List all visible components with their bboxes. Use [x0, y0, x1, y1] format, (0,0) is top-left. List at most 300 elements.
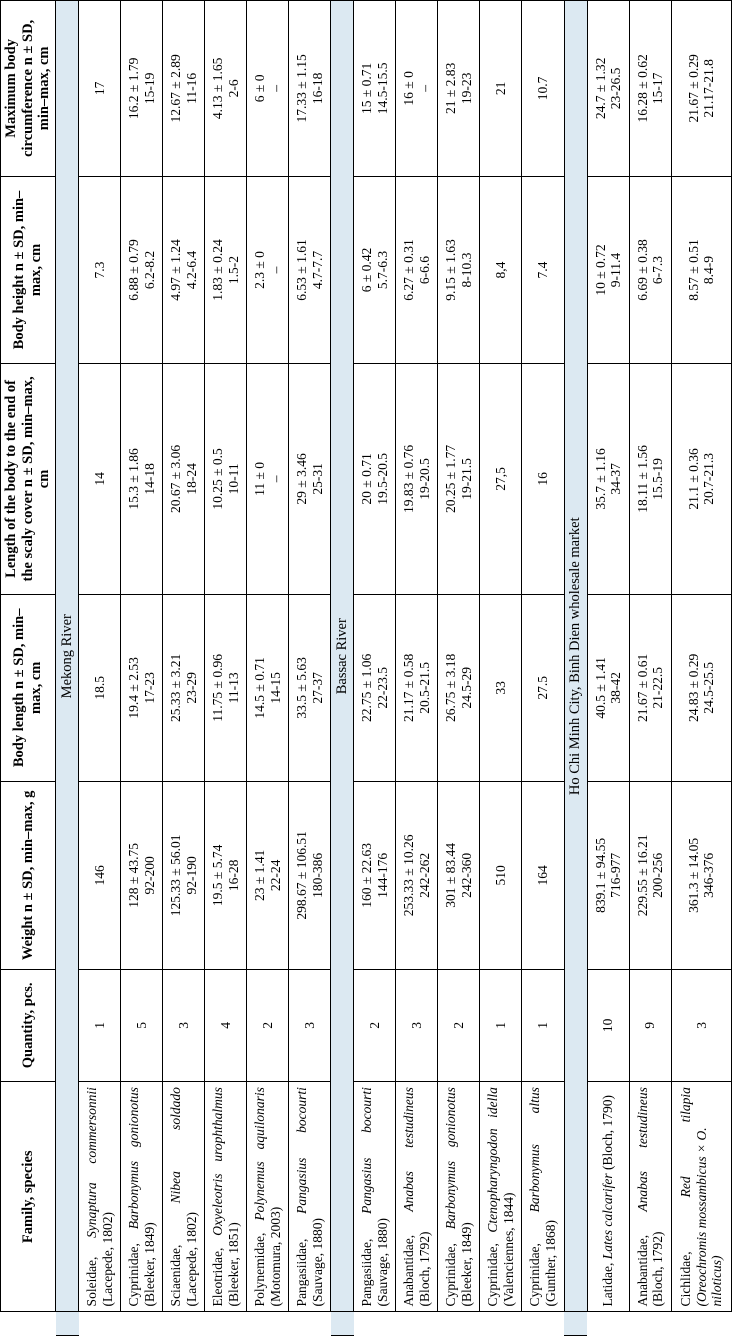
- row-edge: [438, 1312, 480, 1336]
- circumference-cell: [247, 1, 289, 177]
- quantity-cell: 2: [247, 969, 289, 1082]
- section-title: Bassac River: [331, 1, 354, 1312]
- mean-value: 21.67 ± 0.29: [685, 54, 701, 123]
- section-edge: [564, 1312, 587, 1336]
- species-epithet: gonionotus: [443, 1087, 459, 1148]
- family-name: Cyprinidae,: [126, 1243, 142, 1307]
- body-length-cell: [587, 594, 629, 782]
- mean-value: 8.57 ± 0.51: [685, 239, 701, 301]
- genus-name: Red: [678, 1176, 694, 1198]
- scaly-length-cell: [438, 364, 480, 594]
- quantity-cell: 1: [522, 969, 564, 1082]
- body-height-cell: [587, 176, 629, 364]
- species-author: (Motomura, 2003): [267, 1206, 283, 1307]
- mean-value: 23 ± 1.41: [252, 849, 268, 901]
- row-edge: [480, 1312, 522, 1336]
- range-value: 15.5-19: [650, 458, 666, 500]
- range-value: 8-10.3: [458, 252, 474, 288]
- weight-cell: [354, 782, 396, 970]
- genus-name: Pangasius: [359, 1157, 375, 1214]
- quantity-cell: 3: [163, 969, 205, 1082]
- species-name-line: [168, 1087, 184, 1306]
- mean-value: 21 ± 2.83: [443, 62, 459, 115]
- genus-name: Synaptura: [84, 1182, 100, 1238]
- mean-value: 21.1 ± 0.36: [685, 448, 701, 510]
- body-length-cell: [438, 594, 480, 782]
- family-name: Anabantidae,: [401, 1234, 417, 1307]
- mean-value: 6 ± 0: [252, 74, 268, 103]
- range-value: 144-176: [374, 852, 390, 898]
- mean-value: 7.4: [535, 261, 551, 279]
- quantity-cell: 5: [121, 969, 163, 1082]
- species-author: (Lacepede, 1802): [183, 1211, 199, 1307]
- header-scaly-length: Length of the body to the end of the scaly cover n ± SD, min–max, cm: [1, 364, 56, 594]
- body-height-cell: [163, 176, 205, 364]
- quantity-cell: 3: [289, 969, 331, 1082]
- species-cell: [247, 1082, 289, 1312]
- table-row: [354, 1, 396, 1336]
- range-value: 14.5-15.5: [374, 62, 390, 115]
- header-circumference: Maximum body circumference n ± SD, min–max, cm: [1, 1, 56, 177]
- mean-value: 20 ± 0.71: [359, 453, 375, 505]
- range-value: 21-22.5: [650, 667, 666, 709]
- weight-cell: [629, 782, 671, 970]
- range-value: 2-6: [225, 79, 241, 98]
- weight-cell: [289, 782, 331, 970]
- species-cell: [289, 1082, 331, 1312]
- mean-value: 14: [91, 472, 107, 486]
- species-name-line: [443, 1087, 459, 1306]
- species-author: (Bloch, 1792): [650, 1231, 666, 1307]
- mean-value: 229.55 ± 16.21: [634, 834, 650, 917]
- table-row: [121, 1, 163, 1336]
- table-row: [587, 1, 629, 1336]
- genus-name: Ctenopharyngodon: [485, 1128, 501, 1233]
- weight-cell: [121, 782, 163, 970]
- mean-value: 6.27 ± 0.31: [401, 239, 417, 301]
- circumference-cell: [629, 1, 671, 177]
- species-name-line: [485, 1087, 501, 1306]
- mean-value: 21.17 ± 0.58: [401, 653, 417, 722]
- species-epithet: bocourti: [294, 1087, 310, 1133]
- range-value: 24.5-25.5: [701, 661, 717, 714]
- mean-value: 25.33 ± 3.21: [168, 653, 184, 722]
- mean-value: 6.88 ± 0.79: [126, 239, 142, 301]
- family-name: Pangasiidae,: [294, 1238, 310, 1307]
- mean-value: 11.75 ± 0.96: [210, 654, 226, 722]
- range-value: 27-37: [309, 672, 325, 704]
- body-height-cell: [289, 176, 331, 364]
- range-value: –: [267, 475, 283, 483]
- quantity-cell: 4: [205, 969, 247, 1082]
- family-name: Cichlidae,: [678, 1251, 694, 1307]
- circumference-cell: [480, 1, 522, 177]
- species-cell: [79, 1082, 121, 1312]
- weight-cell: [587, 782, 629, 970]
- family-name: Cyprinidae,: [443, 1243, 459, 1307]
- species-cell: [354, 1082, 396, 1312]
- species-epithet: aquilonaris: [252, 1087, 268, 1150]
- mean-value: 2.3 ± 0: [252, 251, 268, 289]
- section-row: [56, 1, 79, 1336]
- species-author: (Sauvage, 1880): [374, 1217, 390, 1307]
- section-title: Mekong River: [56, 1, 79, 1312]
- body-height-cell: [205, 176, 247, 364]
- range-value: 19.5-20.5: [374, 453, 390, 505]
- mean-value: 1.83 ± 0.24: [210, 239, 226, 301]
- species-epithet: altus: [527, 1087, 543, 1114]
- family-name: Sciaenidae,: [168, 1244, 184, 1307]
- range-value: 1.5-2: [225, 255, 241, 285]
- scaly-length-cell: [289, 364, 331, 594]
- table-row: [629, 1, 671, 1336]
- body-height-cell: [671, 176, 731, 364]
- scaly-length-cell: [671, 364, 731, 594]
- circumference-cell: [163, 1, 205, 177]
- header-row: [1, 1, 56, 1336]
- species-name-line: [635, 1087, 651, 1306]
- row-edge: [121, 1312, 163, 1336]
- table-row: [438, 1, 480, 1336]
- mean-value: 20.25 ± 1.77: [443, 444, 459, 514]
- range-value: 242-262: [416, 852, 432, 898]
- row-edge: [522, 1312, 564, 1336]
- row-edge: [163, 1312, 205, 1336]
- species-cell: [163, 1082, 205, 1312]
- mean-value: 164: [535, 865, 551, 886]
- mean-value: 19.83 ± 0.76: [401, 444, 417, 514]
- genus-name: Polynemus: [252, 1161, 268, 1221]
- section-edge: [331, 1312, 354, 1336]
- weight-cell: [205, 782, 247, 970]
- family-name: Soleidae,: [84, 1256, 100, 1307]
- quantity-cell: 3: [396, 969, 438, 1082]
- range-value: 11-16: [183, 72, 199, 104]
- mean-value: 27.5: [535, 676, 551, 700]
- range-value: 22-23.5: [374, 667, 390, 709]
- species-cell: [629, 1082, 671, 1312]
- body-length-cell: [354, 594, 396, 782]
- scaly-length-cell: [522, 364, 564, 594]
- species-author: (Sauvage, 1880): [309, 1217, 325, 1307]
- range-value: 4.7-7.7: [309, 250, 325, 290]
- body-length-cell: [671, 594, 731, 782]
- species-author: (Oreochromis mossambicus × O. niloticus): [693, 1127, 725, 1307]
- row-edge: [671, 1312, 731, 1336]
- mean-value: 15.3 ± 1.86: [126, 448, 142, 510]
- header-edge: [1, 1312, 56, 1336]
- scaly-length-cell: [354, 364, 396, 594]
- range-value: –: [267, 85, 283, 92]
- range-value: 92-200: [141, 856, 157, 895]
- circumference-cell: [438, 1, 480, 177]
- mean-value: 10 ± 0.72: [592, 244, 608, 296]
- section-edge: [56, 1312, 79, 1336]
- species-cell: [205, 1082, 247, 1312]
- range-value: 19-21.5: [458, 458, 474, 500]
- body-height-cell: [629, 176, 671, 364]
- range-value: 180-386: [309, 852, 325, 898]
- mean-value: 20.67 ± 3.06: [168, 444, 184, 514]
- genus-name: Barbonymus: [527, 1144, 543, 1213]
- quantity-cell: 1: [480, 969, 522, 1082]
- mean-value: 19.4 ± 2.53: [126, 657, 142, 719]
- family-name: Latidae,: [600, 1262, 616, 1307]
- quantity-cell: 1: [79, 969, 121, 1082]
- scaly-length-cell: [79, 364, 121, 594]
- header-body-height: Body height n ± SD, min–max, cm: [1, 176, 56, 364]
- mean-value: 16.2 ± 1.79: [126, 57, 142, 120]
- scaly-length-cell: [629, 364, 671, 594]
- quantity-cell: 3: [671, 969, 731, 1082]
- row-edge: [629, 1312, 671, 1336]
- table-row: [671, 1, 731, 1336]
- range-value: 92-190: [183, 856, 199, 895]
- range-value: 25-31: [309, 463, 325, 495]
- circumference-cell: [522, 1, 564, 177]
- mean-value: 17.33 ± 1.15: [294, 54, 310, 123]
- range-value: 20.7-21.3: [701, 453, 717, 505]
- range-value: –: [267, 266, 283, 274]
- mean-value: 24.83 ± 0.29: [685, 653, 701, 722]
- species-name-line: [126, 1087, 142, 1306]
- species-name-line: [210, 1087, 226, 1306]
- range-value: 242-360: [458, 852, 474, 898]
- quantity-cell: 9: [629, 969, 671, 1082]
- mean-value: 16 ± 0: [401, 71, 417, 106]
- range-value: 34-37: [608, 463, 624, 495]
- range-value: 4.2-6.4: [183, 250, 199, 290]
- weight-cell: [438, 782, 480, 970]
- mean-value: 4.97 ± 1.24: [168, 239, 184, 301]
- species-cell: [587, 1082, 629, 1312]
- section-row: [331, 1, 354, 1336]
- body-height-cell: [121, 176, 163, 364]
- row-edge: [247, 1312, 289, 1336]
- range-value: –: [416, 85, 432, 92]
- species-name-line: [84, 1087, 100, 1306]
- mean-value: 125.33 ± 56.01: [168, 834, 184, 917]
- table-row: [289, 1, 331, 1336]
- header-weight: Weight n ± SD, min–max, g: [1, 782, 56, 970]
- range-value: 8.4-9: [701, 255, 717, 285]
- species-author: (Bleeker, 1849): [141, 1222, 157, 1307]
- species-epithet: bocourti: [359, 1087, 375, 1133]
- range-value: 20.5-21.5: [416, 661, 432, 714]
- weight-cell: [671, 782, 731, 970]
- circumference-cell: [289, 1, 331, 177]
- species-name-line: [678, 1087, 694, 1306]
- species-epithet: testudineus: [634, 1087, 650, 1148]
- weight-cell: [522, 782, 564, 970]
- circumference-cell: [354, 1, 396, 177]
- weight-cell: [163, 782, 205, 970]
- range-value: 6-7.3: [650, 255, 666, 285]
- species-name-line: [600, 1173, 615, 1306]
- range-value: 11-13: [225, 672, 241, 704]
- species-epithet: idella: [485, 1087, 501, 1118]
- mean-value: 6 ± 0.42: [359, 247, 375, 293]
- weight-cell: [396, 782, 438, 970]
- mean-value: 361.3 ± 14.05: [685, 837, 701, 913]
- body-height-cell: [480, 176, 522, 364]
- body-height-cell: [354, 176, 396, 364]
- section-title: Ho Chi Minh City, Binh Dien wholesale market: [564, 1, 587, 1312]
- range-value: 14-18: [141, 463, 157, 495]
- quantity-cell: 10: [587, 969, 629, 1082]
- circumference-cell: [587, 1, 629, 177]
- species-cell: [438, 1082, 480, 1312]
- genus-name: Anabas: [401, 1171, 417, 1212]
- mean-value: 128 ± 43.75: [126, 842, 142, 908]
- family-name: Pangasiidae,: [359, 1238, 375, 1307]
- family-name: Cyprinidae,: [485, 1243, 501, 1307]
- range-value: 9-11.4: [608, 252, 624, 288]
- genus-name: Oxyeleotris: [210, 1173, 226, 1236]
- body-height-cell: [247, 176, 289, 364]
- mean-value: 253.33 ± 10.26: [401, 834, 417, 917]
- range-value: 10-11: [225, 463, 241, 495]
- body-height-cell: [438, 176, 480, 364]
- section-row: [564, 1, 587, 1336]
- body-height-cell: [522, 176, 564, 364]
- species-author: (Bloch, 1790): [600, 1094, 616, 1170]
- mean-value: 8,4: [493, 261, 509, 279]
- mean-value: 40.5 ± 1.41: [592, 657, 608, 719]
- mean-value: 298.67 ± 106.51: [294, 831, 310, 920]
- body-height-cell: [79, 176, 121, 364]
- family-name: Polynemidae,: [252, 1232, 268, 1307]
- circumference-cell: [205, 1, 247, 177]
- mean-value: 24.7 ± 1.32: [592, 57, 608, 120]
- mean-value: 27,5: [493, 467, 509, 491]
- mean-value: 10.7: [535, 76, 551, 101]
- mean-value: 839.1 ± 94.55: [592, 837, 608, 913]
- scaly-length-cell: [247, 364, 289, 594]
- weight-cell: [79, 782, 121, 970]
- genus-name: Anabas: [634, 1171, 650, 1212]
- species-name-line: [294, 1087, 310, 1306]
- species-name-line: [527, 1087, 543, 1306]
- body-length-cell: [396, 594, 438, 782]
- range-value: 15-19: [141, 72, 157, 105]
- range-value: 346-376: [701, 852, 717, 898]
- mean-value: 33: [493, 681, 509, 695]
- row-edge: [205, 1312, 247, 1336]
- genus-name: Barbonymus: [126, 1160, 142, 1230]
- mean-value: 35.7 ± 1.16: [592, 448, 608, 510]
- mean-value: 510: [493, 865, 509, 886]
- body-length-cell: [205, 594, 247, 782]
- body-length-cell: [522, 594, 564, 782]
- table-row: [247, 1, 289, 1336]
- row-edge: [354, 1312, 396, 1336]
- species-epithet: gonionotus: [126, 1087, 142, 1148]
- row-edge: [396, 1312, 438, 1336]
- mean-value: 21.67 ± 0.61: [634, 653, 650, 722]
- range-value: 15-17: [650, 72, 666, 105]
- mean-value: 301 ± 83.44: [443, 842, 459, 908]
- species-cell: [396, 1082, 438, 1312]
- range-value: 14-15: [267, 672, 283, 704]
- species-name-line: [252, 1087, 268, 1306]
- body-length-cell: [79, 594, 121, 782]
- genus-name: Lates calcarifer: [600, 1173, 616, 1260]
- species-cell: [121, 1082, 163, 1312]
- body-height-cell: [396, 176, 438, 364]
- family-name: Eleotridae,: [210, 1247, 226, 1307]
- table-row: [79, 1, 121, 1336]
- table-row: [163, 1, 205, 1336]
- mean-value: 17: [91, 81, 107, 96]
- mean-value: 22.75 ± 1.06: [359, 653, 375, 722]
- species-cell: [671, 1082, 731, 1312]
- quantity-cell: 2: [438, 969, 480, 1082]
- mean-value: 21: [493, 81, 509, 96]
- mean-value: 19.5 ± 5.74: [210, 844, 226, 907]
- species-author: (Gunther, 1868): [543, 1219, 558, 1307]
- species-epithet: tilapia: [678, 1087, 694, 1123]
- mean-value: 15 ± 0.71: [359, 62, 375, 115]
- species-epithet: soldado: [168, 1087, 184, 1130]
- scaly-length-cell: [205, 364, 247, 594]
- species-author: (Bleeker, 1849): [458, 1222, 474, 1307]
- header-family-species: Family, species: [1, 1082, 56, 1312]
- range-value: 16-18: [309, 72, 325, 105]
- table-row: [396, 1, 438, 1336]
- range-value: 38-42: [608, 672, 624, 704]
- header-body-length: Body length n ± SD, min–max, cm: [1, 594, 56, 782]
- mean-value: 9.15 ± 1.63: [443, 239, 459, 301]
- table-row: [205, 1, 247, 1336]
- scaly-length-cell: [396, 364, 438, 594]
- scaly-length-cell: [121, 364, 163, 594]
- circumference-cell: [671, 1, 731, 177]
- range-value: 24.5-29: [458, 667, 474, 709]
- range-value: 18-24: [183, 463, 199, 495]
- genus-name: Barbonymus: [443, 1160, 459, 1230]
- scaly-length-cell: [480, 364, 522, 594]
- range-value: 16-28: [225, 859, 241, 892]
- mean-value: 16: [535, 472, 551, 486]
- species-epithet: testudineus: [401, 1087, 417, 1148]
- mean-value: 4.13 ± 1.65: [210, 57, 226, 120]
- range-value: 5.7-6.3: [374, 250, 390, 290]
- range-value: 6.2-8.2: [141, 250, 157, 290]
- species-epithet: urophthalmus: [210, 1087, 226, 1162]
- mean-value: 6.53 ± 1.61: [294, 239, 310, 301]
- family-name: Anabantidae,: [634, 1234, 650, 1307]
- mean-value: 18.5: [91, 676, 107, 700]
- range-value: 6-6.6: [416, 255, 432, 285]
- body-length-cell: [629, 594, 671, 782]
- mean-value: 160 ± 22.63: [359, 842, 375, 908]
- body-length-cell: [289, 594, 331, 782]
- mean-value: 14.5 ± 0.71: [252, 657, 268, 719]
- row-edge: [79, 1312, 121, 1336]
- body-length-cell: [163, 594, 205, 782]
- scaly-length-cell: [587, 364, 629, 594]
- mean-value: 29 ± 3.46: [294, 453, 310, 505]
- weight-cell: [247, 782, 289, 970]
- mean-value: 18.11 ± 1.56: [634, 445, 650, 513]
- range-value: 17-23: [141, 672, 157, 704]
- species-cell: [480, 1082, 522, 1312]
- genus-name: Nibea: [168, 1171, 184, 1204]
- mean-value: 16.28 ± 0.62: [634, 54, 650, 123]
- mean-value: 11 ± 0: [252, 461, 268, 496]
- family-name: Cyprinidae,: [527, 1243, 543, 1307]
